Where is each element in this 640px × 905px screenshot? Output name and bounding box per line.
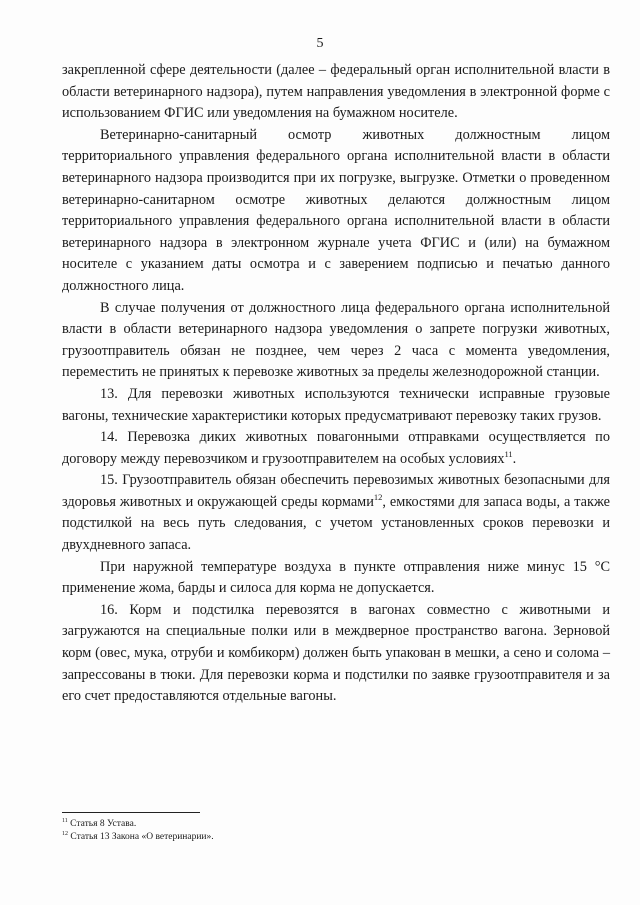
paragraph xyxy=(62,600,610,708)
paragraph xyxy=(62,470,610,556)
paragraph-text: 14. Перевозка диких животных повагонными отправками осуществляется по договору между перевозчиком и грузоотправителем на особых условиях xyxy=(62,429,610,467)
footnote-reference: 12 xyxy=(373,492,383,503)
paragraph xyxy=(62,557,610,600)
paragraph xyxy=(62,384,610,427)
footnote-text: Статья 13 Закона «О ветеринарии». xyxy=(70,832,214,842)
footnote-reference: 11 xyxy=(504,448,513,459)
footnotes xyxy=(62,818,610,844)
paragraph-text: , емкостями для запаса воды, а также подстилкой на весь путь следования, с учетом установленных сроков перевозки и двухдневного запаса. xyxy=(62,493,610,554)
paragraph-text: . xyxy=(512,450,517,467)
paragraph-text: При наружной температуре воздуха в пункте отправления ниже минус 15 °С применение жома, барды и силоса для корма не допускается. xyxy=(62,558,610,597)
paragraph-text: закрепленной сфере деятельности (далее – федеральный орган исполнительной власти в области ветеринарного надзора), путем направления уведомления в электронной форме с использованием ФГИС или уведомления на бумажном носителе. xyxy=(62,62,610,122)
footnote-mark: 11 xyxy=(62,817,68,824)
footnote xyxy=(62,818,610,831)
paragraph xyxy=(62,125,610,298)
body-text xyxy=(62,60,610,708)
footnote xyxy=(62,831,610,844)
paragraph-text: Ветеринарно-санитарный осмотр животных должностным лицом территориального управления федерального органа исполнительной власти в области ветеринарного надзора производится при их погрузке, выгрузке. Отметки о проведенном ветеринарно-санитарном осмотре животных делаются должностным лицом территориального управления федерального органа исполнительной власти в области ветеринарного надзора в электронном журнале учета ФГИС и (или) на бумажном носителе с указанием даты осмотра и с заверением подписью и печатью данного должностного лица. xyxy=(62,126,610,294)
paragraph-text: 15. Грузоотправитель обязан обеспечить перевозимых животных безопасными для здоровья животных и окружающей среды кормами xyxy=(62,472,610,510)
paragraph-text: 13. Для перевозки животных используются технически исправные грузовые вагоны, технические характеристики которых предусматривают перевозку таких грузов. xyxy=(62,385,610,424)
page-number: 5 xyxy=(316,36,324,51)
paragraph-text: В случае получения от должностного лица федерального органа исполнительной власти в области ветеринарного надзора уведомления о запрете погрузки животных, грузоотправитель обязан не позднее, чем через 2 часа с момента уведомления, переместить не принятых к перевозке животных за пределы железнодорожной станции. xyxy=(62,299,610,381)
footnote-text: Статья 8 Устава. xyxy=(70,819,137,829)
paragraph xyxy=(62,298,610,384)
footnote-mark: 12 xyxy=(62,830,68,837)
paragraph xyxy=(62,427,610,470)
paragraph-text: 16. Корм и подстилка перевозятся в вагонах совместно с животными и загружаются на специальные полки или в междверное пространство вагона. Зерновой корм (овес, мука, отруби и комбикорм) должен быть упакован в мешки, а сено и солома – запрессованы в тюки. Для перевозки корма и подстилки по заявке грузоотправителя и за его счет предоставляются отдельные вагоны. xyxy=(62,601,610,705)
footnote-divider xyxy=(62,812,200,813)
paragraph xyxy=(62,60,610,125)
